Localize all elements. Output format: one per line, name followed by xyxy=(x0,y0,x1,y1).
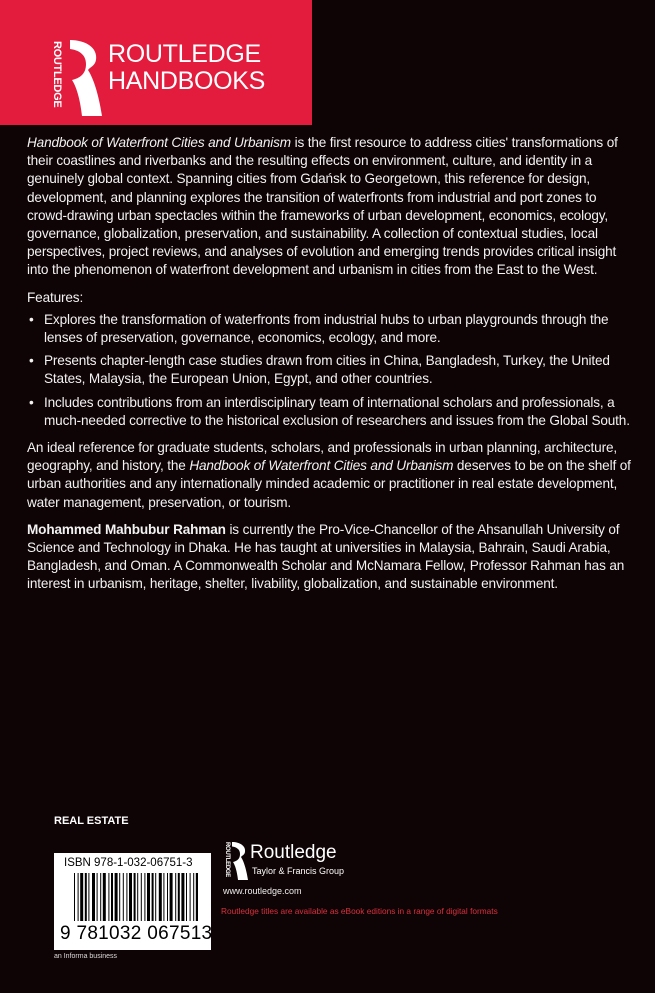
barcode-bar xyxy=(111,873,113,921)
barcode-bar xyxy=(80,873,83,921)
publisher-group: Taylor & Francis Group xyxy=(252,866,345,876)
barcode-bar xyxy=(137,873,138,921)
audience-paragraph: An ideal reference for graduate students, scholars, and professionals in urban planning, architecture, geography, and history, the Handbook of Waterfront Cities and Urbanism deserves to be on the shelf of urban authorities and any internationally minded academic or practitioner in real estate development, water management, preservation, or tourism. xyxy=(27,440,631,510)
description-paragraph: Handbook of Waterfront Cities and Urbanism is the first resource to address cities' transformations of their coastlines and riverbanks and the resulting effects on environment, culture, and identity in a genuinely global context. Spanning cities from Gdańsk to Georgetown, this reference for design, development, and planning explores the transition of waterfronts from industrial and port zones to crowd-drawing urban spectacles within the frameworks of urban development, economics, ecology, governance, globalization, preservation, and sustainability. A collection of contextual studies, local perspectives, project reviews, and analyses of evolution and emerging trends provides critical insight into the phenomenon of waterfront development and urbanism in cities from the East to the West. xyxy=(27,135,618,278)
series-title: ROUTLEDGE HANDBOOKS xyxy=(108,40,266,95)
barcode-bar xyxy=(152,873,154,921)
barcode-bar xyxy=(144,873,145,921)
barcode-bar xyxy=(126,873,127,921)
barcode-bar xyxy=(100,873,101,921)
barcode-bar xyxy=(186,873,187,921)
publisher-name: Routledge xyxy=(250,842,337,863)
barcode-bar xyxy=(108,873,109,921)
back-cover-text xyxy=(27,134,633,603)
barcode-bar xyxy=(167,873,168,921)
barcode-digits: 9 781032 067513 xyxy=(60,923,213,944)
feature-item: • Presents chapter-length case studies drawn from cities in China, Bangladesh, Turkey, the United States, Malaysia, the European Union, Egypt, and other countries. xyxy=(27,352,633,388)
barcode-bar xyxy=(181,873,184,921)
barcode-bar xyxy=(74,873,75,921)
barcode-bar xyxy=(178,873,180,921)
barcode-bar xyxy=(155,873,156,921)
barcode-bar xyxy=(193,873,194,921)
routledge-vertical-logo-text: ROUTLEDGE xyxy=(51,41,63,108)
series-banner xyxy=(0,0,312,125)
barcode-bar xyxy=(97,873,98,921)
subject-category: REAL ESTATE xyxy=(54,815,129,827)
isbn-barcode xyxy=(54,853,211,950)
feature-item: • Explores the transformation of waterfronts from industrial hubs to urban playgrounds through the lenses of preservation, governance, economics, ecology, and more. xyxy=(27,311,633,347)
barcode-bar xyxy=(147,873,150,921)
ebook-note: Routledge titles are available as eBook editions in a range of digital formats xyxy=(221,906,498,916)
informa-tagline: an Informa business xyxy=(54,953,118,960)
barcode-bar xyxy=(129,873,132,921)
routledge-r-logo-icon xyxy=(231,842,249,880)
barcode-bar xyxy=(103,873,106,921)
barcode-bar xyxy=(119,873,120,921)
publisher-vertical-text: ROUTLEDGE xyxy=(224,842,230,877)
isbn-label: ISBN 978-1-032-06751-3 xyxy=(64,857,193,869)
author-name: Mohammed Mahbubur Rahman xyxy=(27,521,226,537)
barcode-bar xyxy=(190,873,191,921)
barcode-bar xyxy=(163,873,164,921)
book-title: Handbook of Waterfront Cities and Urbanism xyxy=(27,135,291,150)
author-bio: Mohammed Mahbubur Rahman is currently the Pro-Vice-Chancellor of the Ahsanullah University of Science and Technology in Dhaka. He has taught at universities in Malaysia, Bahrain, Saudi Arabia, Bangladesh, and Oman. A Commonwealth Scholar and McNamara Fellow, Professor Rahman has an interest in urbanism, heritage, shelter, livability, globalization, and sustainable environment. xyxy=(27,521,625,592)
barcode-bar xyxy=(170,873,173,921)
barcode-bar xyxy=(159,873,162,921)
barcode-bar xyxy=(123,873,124,921)
barcode-bar xyxy=(115,873,118,921)
barcode-bar xyxy=(88,873,89,921)
features-list xyxy=(27,311,633,430)
barcode-bar xyxy=(175,873,176,921)
barcode-bar xyxy=(78,873,79,921)
barcode-bar xyxy=(134,873,136,921)
barcode-bar xyxy=(92,873,95,921)
barcode-bar xyxy=(141,873,142,921)
publisher-url[interactable]: www.routledge.com xyxy=(223,886,302,896)
features-heading: Features: xyxy=(27,289,84,305)
barcode-bars xyxy=(74,873,198,923)
feature-item: • Includes contributions from an interdisciplinary team of international scholars and professionals, a much-needed corrective to the historical exclusion of researchers and issues from the Global South. xyxy=(27,394,633,430)
barcode-bar xyxy=(85,873,87,921)
barcode-bar xyxy=(196,873,198,921)
routledge-r-logo-icon xyxy=(68,40,104,116)
